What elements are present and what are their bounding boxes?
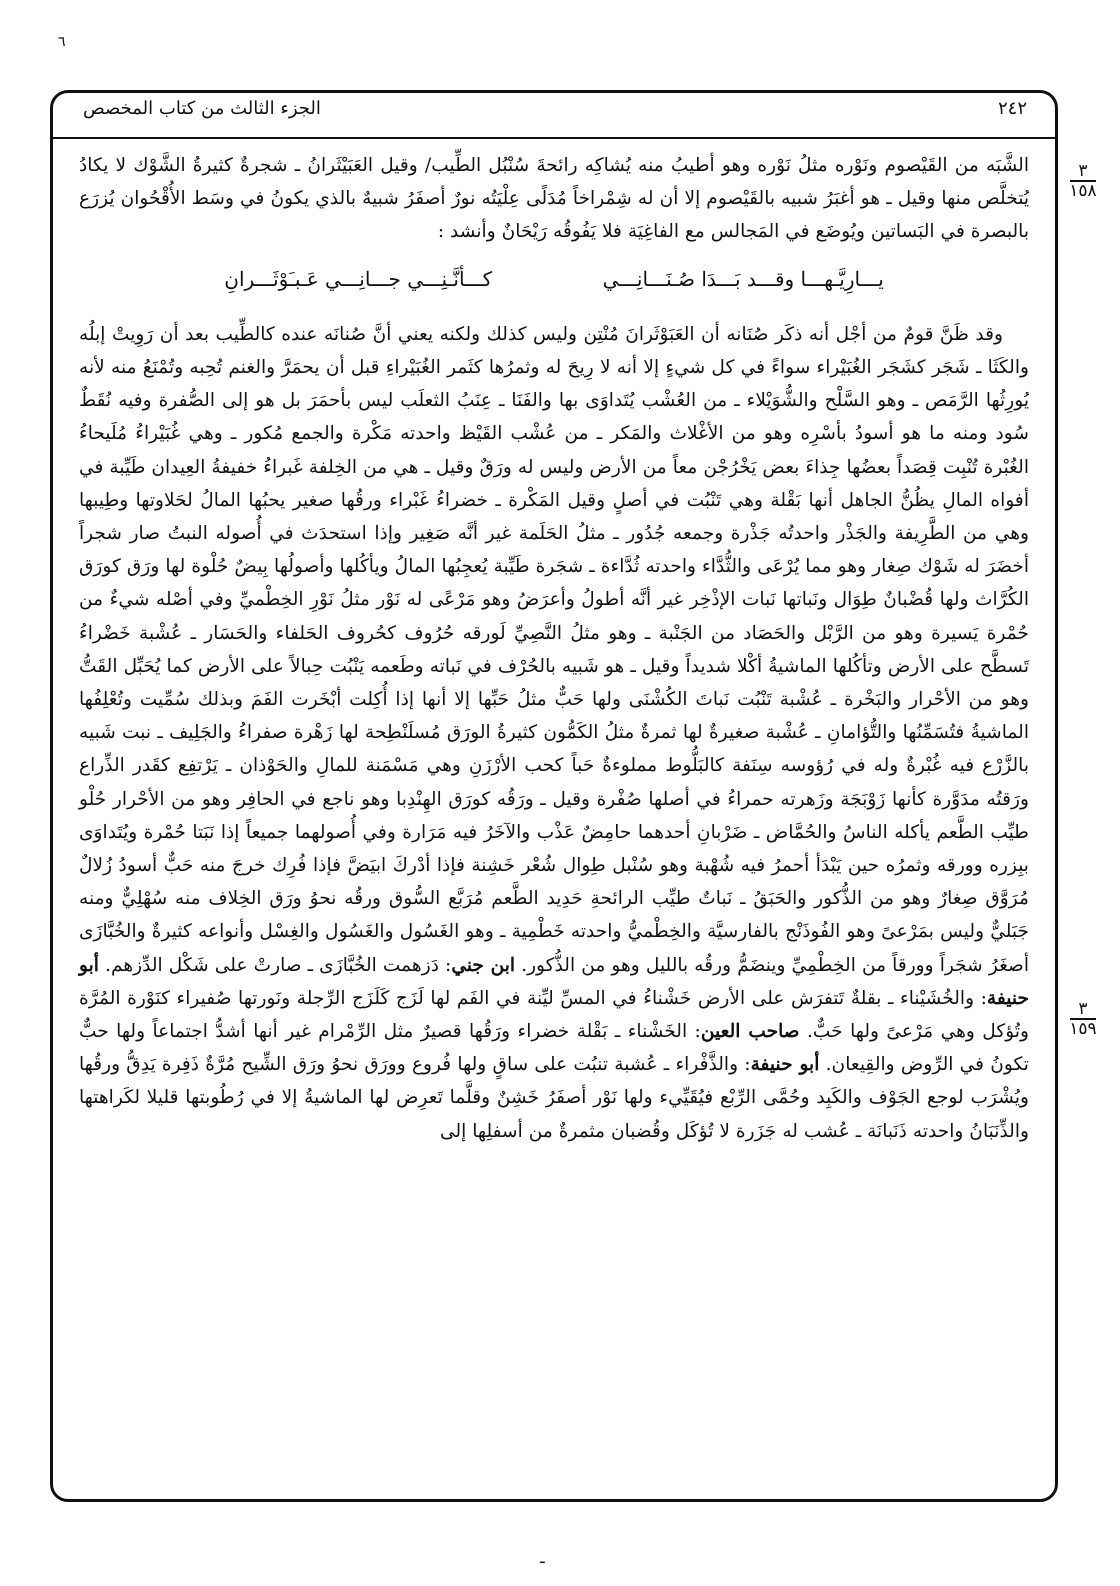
margin-reference	[1058, 1000, 1108, 1038]
author-name: صاحب العين	[700, 1021, 800, 1043]
paragraph-intro: الشَّبَه من القَيْصوم ونَوْره مثلُ نَوْره وهو أطيبُ منه يُشاكِه رائحةَ سُنْبُل الطِّيب/ وقيل العَبَيْثَرانُ ـ شجرةٌ كثيرةُ الشَّوْك لا يكادُ يُتخلَّص منها وقيل ـ هو أغبَرُ شبيه بالقَيْصوم إلا أن له شِمْراخاً مُدَلًى عِلْيَتُه نورٌ أصفَرُ شبيهٌ بالذي يكونُ في وسَط الأُقْحُوان يُزرَع بالبصرة في البَساتين ويُوضَع في المَجالس مع الفاغِيَة فلا يَفُوقُه رَيْحَانٌ وأنشد :	[79, 155, 1029, 243]
book-title: الجزء الثالث من كتاب المخصص	[83, 98, 321, 119]
margin-reference	[1058, 162, 1108, 200]
header-rule	[53, 137, 1055, 139]
main-text	[79, 149, 1029, 1148]
margin-volume: ٣	[1070, 162, 1096, 182]
text-segment: وقد ظَنَّ قومٌ من أجْل أنه ذكَر صُنَانه أن العَبَوْثَرانَ مُنْتِن وليس كذلك ولكنه يعني أنَّ صُنانَه عنده كالطِّيب بعد أن رَوِيتْ إبلُه والكَثَا ـ شَجَر كشَجَر الغُبَيْراء سواءً في كل شيءٍ إلا أنه لا رِيحَ له وثمرُها كثَمر الغُبَيْراءِ قبل أن يحمَرَّ والغنم تُحِبه وتُمْنَعُ منه لأنه يُورِثُها الرَّمَص ـ وهو السَّلْح والشُّوَيْلاء ـ من العُشْب يُتَداوَى بها والفَنَا ـ عِنَبُ الثعلَب ليس بأحمَرَ بل هو إلى الصُّفرة وفيه نُقَطٌ سُود ومنه ما هو أسودُ بأسْرِه وهو من الأغْلاث والمَكر ـ من عُشْب القَيْظ واحدته مَكْرة والجمع مُكور ـ وهي غُبَيْراءُ مُلَيحاءُ الغُبْرة تُنْبِت قِصَداً بعضُها جِذاءَ بعض يَخْرُجْن معاً من الأرض وليس له ورَقٌ وقيل ـ هي من الخِلفة غَبراءُ خفيفةُ العِيدان طَيِّبة في أفواه المالِ يظُنُّ الجاهل أنها بَقْلة وهي تَنْبُت في أصلٍ وقيل المَكْرة ـ خضراءُ غَبْراء ورقُها صغير يحبُها المالُ لحَلاوتها وطِيبها وهي من الطَّرِيفة والجَذْر واحدتُه جَذْرة وجمعه جُدُور ـ مثلُ الحَلَمة غير أنَّه صَغِير وإذا استحدَث في أُصوله النبتُ صار شجراً أخضَرَ له شَوْك صِغار وهو مما يُرْعَى والثُّدَّاء واحدته ثُدَّاءة ـ شجَرة طَيِّبة يُعجِبُها المالُ ويأكُلها وأصولُها بِيضٌ حُلْوة لها ورَق كورَق الكُرَّاث ولها قُضْبانٌ طِوَال ونَباتها نَبات الإذْخِر غير أنَّه أطولُ وأعرَضُ وهو مَرْعًى له نَوْر مثلُ نَوْرِ الخِطْميِّ وفي أصْله شيءٌ من حُمْرة يَسيرة وهو من الرَّبْل والحَصَاد من الجَنْبة ـ وهو مثلُ النَّصِيِّ لَورقه حُرُوف كحُروف الحَلفاء والحَسَار ـ عُشْبة خَضْراءُ تَسطَّح على الأرض وتأكُلها الماشيةُ أكْلا شديداً وقيل ـ هو شَبيه بالحُرْف في نَباته وطَعمه يَنْبُت حِبالاً على الأرض كما يُحَبِّل القَتُّ وهو من الأحْرار والبَخْرة ـ عُشْبة تَنْبُت نَباتَ الكُشْنَى ولها حَبٌّ مثلُ حَبِّها إلا أنها إذا أُكِلت أبْخَرت الفَمَ وبذلك سُمِّيت وتُعْلِفُها الماشيةُ فتُسَمِّنُها والتُّؤامانِ ـ عُشْبة صغيرةٌ لها ثمرةٌ مثلُ الكَمُّون كثيرةُ الورَق مُسلَنْطِحة لها زَهْرة صفراءُ والجَلِيف ـ نبت شَبيه بالزَّرْع فيه غُبْرةٌ وله في رُؤوسه سِنَفة كالبَلُّوط مملوءةٌ حَباً كحب الأرْزَنِ وهي مَسْمَنة للمالِ والحَوْذان ـ يَرْتفِع كقَدر الذِّراع ورَقتُه مدَوَّرة كأنها زَوْبَجَة وزَهرته حمراءُ في أصلها صُفْرة وقيل ـ ورَقُه كورَق الهِنْدِبا وهو ناجع في الحافِر وهو من الأحْرار حُلْو طيِّب الطَّعم يأكله الناسُ والحُمَّاض ـ ضَرْبانِ أحدهما حامِضٌ عَذْب والآخَرُ فيه مَرَارة وفي أُصولهما جميعاً إذا نَبَتا حُمْرة ويُتَداوَى ببِزره وورقه وثمرُه حين يَبْدَأ أحمرُ فيه شُهْبة وهو سُنْبل طِوال شُعْر خَشِنة فإذا أدْركَ ابيَضَّ فإذا فُرِك خرجَ منه حَبٌّ أسودُ زُلالٌ مُرَوَّق صِغارٌ وهو من الذُّكور والحَبَقُ ـ نَباتٌ طيِّب الرائحةِ حَدِيد الطَّعم مُرَبَّع السُّوق ورقُه نحوُ ورَق الخِلاف منه سُهْلِيٌّ ومنه جَبَليٌّ وليس بمَرْعىً وهو الفُوذَنْج بالفارسيَّة والخِطْميُّ واحدته خَطْمِية ـ وهو الغَسُول والغَسُول والغِسْل وأنواعه كثيرةٌ والخُبَّازَى أصغَرُ شجَراً وورقاً من الخِطْمِيِّ وينضَمُّ ورقُه بالليل وهو من الذُّكور.	[79, 323, 1029, 976]
verse-hemistich-right: يـــارِيَّـهـــا وقـــد بَـــدَا صُـنَـــانِـــي	[602, 266, 884, 291]
text-segment: : والذَّفْراء ـ عُشبة تنبُت على ساقٍ ولها فُروع وورَق نحوُ ورَق الشِّيح مُرَّةٌ ذَفِرة يَدِقُّ ورقُها ويُشْرَب لوجع الجَوْف والكَبِد وحُمَّى الرِّبْع فيُقَيِّيء ولها نَوْر أصفَرُ خَشِنٌ وقلَّما تَعرِض لها الماشيةُ إلا في رُطُوبتها قليلا لكَراهتها والذِّنَبَانُ واحدته ذَنَبانَة ـ عُشب له جَزَرة لا تُؤكَل وقُضبان مثمرةٌ من أسفلِها إلى	[79, 1054, 1029, 1142]
bottom-mark: ـ	[540, 1548, 545, 1567]
corner-mark: ٦	[58, 34, 66, 50]
page-frame	[50, 90, 1058, 1502]
page-number: ٢٤٢	[997, 98, 1027, 119]
author-name: أبو حنيفة	[79, 954, 1029, 1009]
text-segment: : والخُشَيْناء ـ بقلةٌ تَتفرَش على الأرض خَشْناءُ في المسِّ ليِّنة في الفَم لها لَزَج كَلَزَج الرِّجلة ونَورتها صُفيراء كنَوْرة المُرَّة وتُؤكل وهي مَرْعىً ولها حَبٌّ.	[79, 987, 1029, 1043]
margin-volume: ٣	[1070, 1000, 1096, 1020]
paragraph-main	[79, 318, 1029, 1148]
author-name: أبو حنيفة	[750, 1054, 820, 1076]
margin-page: ١٥٨	[1069, 181, 1097, 201]
author-name: ابن جني	[451, 954, 516, 976]
verse	[169, 263, 939, 296]
text-segment: : الخَشْناء ـ بَقْلة خضراء ورَقُها قصيرٌ مثل الرِّمْرام غير أنها أشدُّ اجتماعاً ولها حبٌّ تكونُ في الرِّوض والقِيعان.	[79, 1021, 1029, 1076]
text-segment: : دَزهمت الخُبَّازَى ـ صارتْ على شَكْل الدِّزهم.	[105, 954, 452, 976]
margin-page: ١٥٩	[1069, 1019, 1097, 1039]
verse-hemistich-left: كـــأنَّـنِـــي جـــانِـــي عَـبـَوْثَـــرانِ	[224, 266, 493, 291]
